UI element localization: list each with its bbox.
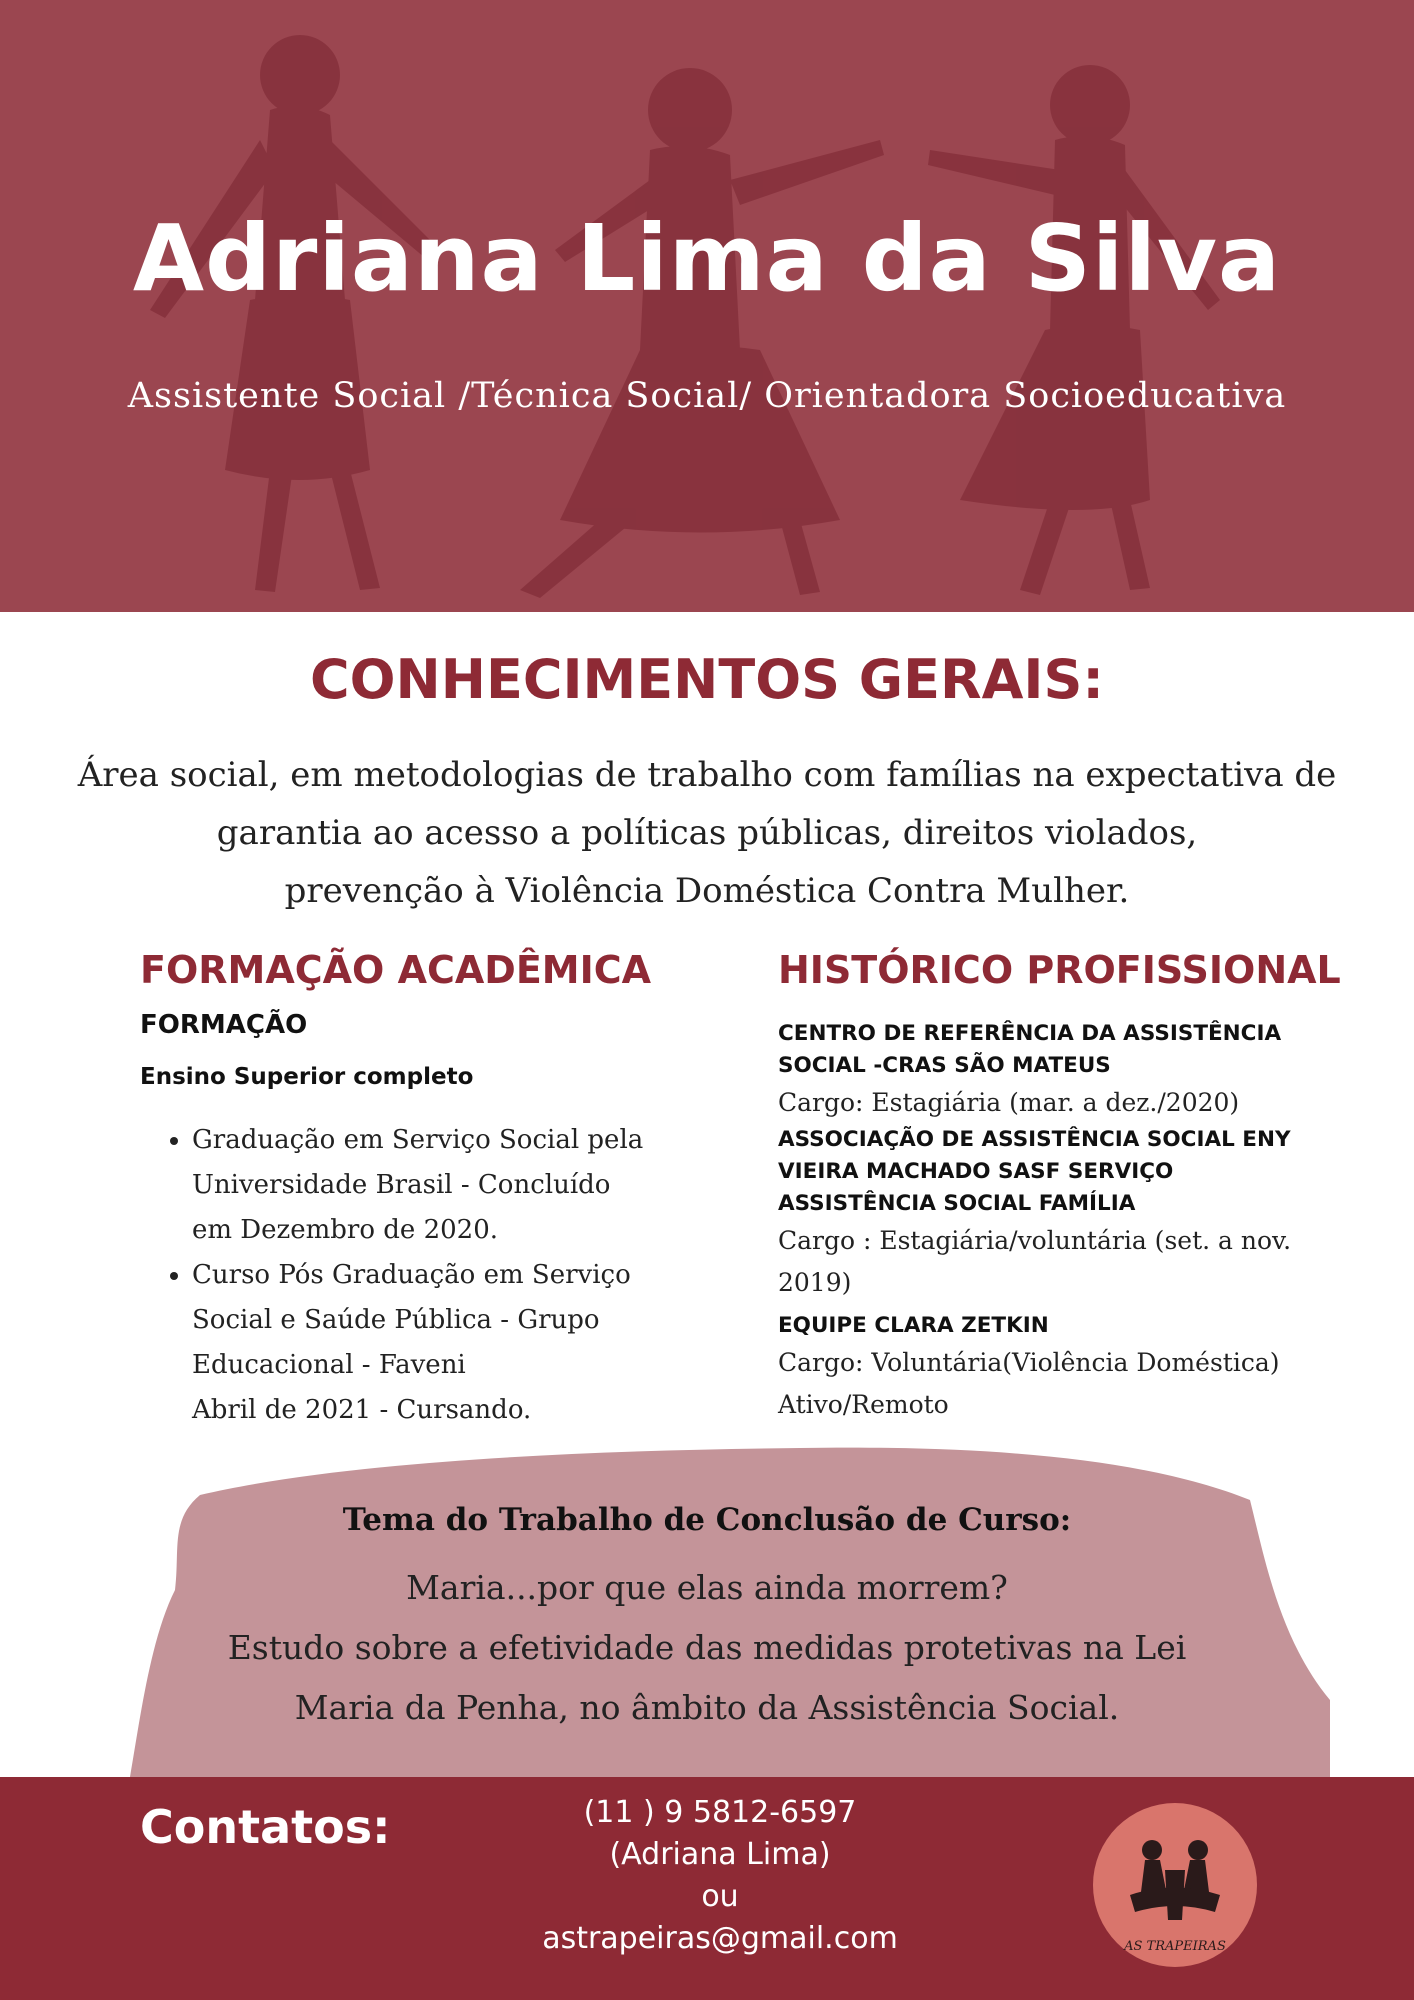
text-line: em Dezembro de 2020. (192, 1215, 498, 1245)
svg-text:AS TRAPEIRAS: AS TRAPEIRAS (1124, 1939, 1226, 1954)
job-organization: CENTRO DE REFERÊNCIA DA ASSISTÊNCIA (778, 1021, 1282, 1046)
education-title: FORMAÇÃO ACADÊMICA (140, 948, 652, 992)
text-line: prevenção à Violência Doméstica Contra Mulher. (284, 871, 1130, 911)
list-item (192, 1253, 752, 1433)
job-organization: SOCIAL -CRAS SÃO MATEUS (778, 1053, 1111, 1078)
job-organization: EQUIPE CLARA ZETKIN (778, 1313, 1049, 1338)
job-entry (778, 1310, 1348, 1426)
text-line: Maria...por que elas ainda morrem? (406, 1568, 1008, 1607)
job-role: Cargo: Voluntária(Violência Doméstica) (778, 1348, 1280, 1377)
contact-separator: ou (701, 1879, 739, 1914)
text-line: Área social, em metodologias de trabalho com famílias na expectativa de (77, 755, 1337, 795)
contact-info (470, 1792, 970, 1960)
text-line: Curso Pós Graduação em Serviço (192, 1260, 631, 1290)
job-role: Ativo/Remoto (778, 1390, 949, 1419)
list-item (192, 1118, 752, 1253)
education-level: Ensino Superior completo (140, 1064, 474, 1090)
as-trapeiras-logo (1090, 1800, 1260, 1970)
job-entry (778, 1018, 1348, 1124)
job-entry (778, 1124, 1348, 1304)
job-list (778, 1018, 1348, 1426)
education-list (140, 1118, 752, 1433)
text-line: Graduação em Serviço Social pela (192, 1125, 644, 1155)
job-role: Cargo: Estagiária (mar. a dez./2020) (778, 1088, 1240, 1117)
job-role: Cargo : Estagiária/voluntária (set. a nov. (778, 1226, 1292, 1255)
email-link[interactable]: astrapeiras@gmail.com (542, 1921, 898, 1956)
text-line: Abril de 2021 - Cursando. (192, 1395, 532, 1425)
person-name: Adriana Lima da Silva (132, 205, 1282, 312)
contacts-label: Contatos: (140, 1800, 391, 1854)
text-line: Educacional - Faveni (192, 1350, 466, 1380)
general-knowledge-text (50, 746, 1364, 920)
job-organization: ASSOCIAÇÃO DE ASSISTÊNCIA SOCIAL ENY (778, 1127, 1291, 1152)
tcc-text (100, 1558, 1314, 1738)
education-subtitle: FORMAÇÃO (140, 1010, 308, 1040)
text-line: garantia ao acesso a políticas públicas, direitos violados, (216, 813, 1198, 853)
job-organization: ASSISTÊNCIA SOCIAL FAMÍLIA (778, 1191, 1136, 1216)
phone-number[interactable]: (11 ) 9 5812-6597 (583, 1795, 857, 1830)
text-line: Social e Saúde Pública - Grupo (192, 1305, 600, 1335)
text-line: Estudo sobre a efetividade das medidas protetivas na Lei (227, 1628, 1187, 1667)
job-role: 2019) (778, 1268, 852, 1297)
tcc-heading: Tema do Trabalho de Conclusão de Curso: (342, 1502, 1072, 1538)
text-line: Maria da Penha, no âmbito da Assistência Social. (294, 1688, 1120, 1727)
history-title: HISTÓRICO PROFISSIONAL (778, 948, 1341, 992)
text-line: Universidade Brasil - Concluído (192, 1170, 611, 1200)
header-banner (0, 0, 1414, 612)
job-organization: VIEIRA MACHADO SASF SERVIÇO (778, 1159, 1174, 1184)
general-knowledge-title: CONHECIMENTOS GERAIS: (310, 648, 1104, 711)
phone-owner: (Adriana Lima) (609, 1837, 831, 1872)
job-titles: Assistente Social /Técnica Social/ Orientadora Socioeducativa (127, 376, 1287, 416)
